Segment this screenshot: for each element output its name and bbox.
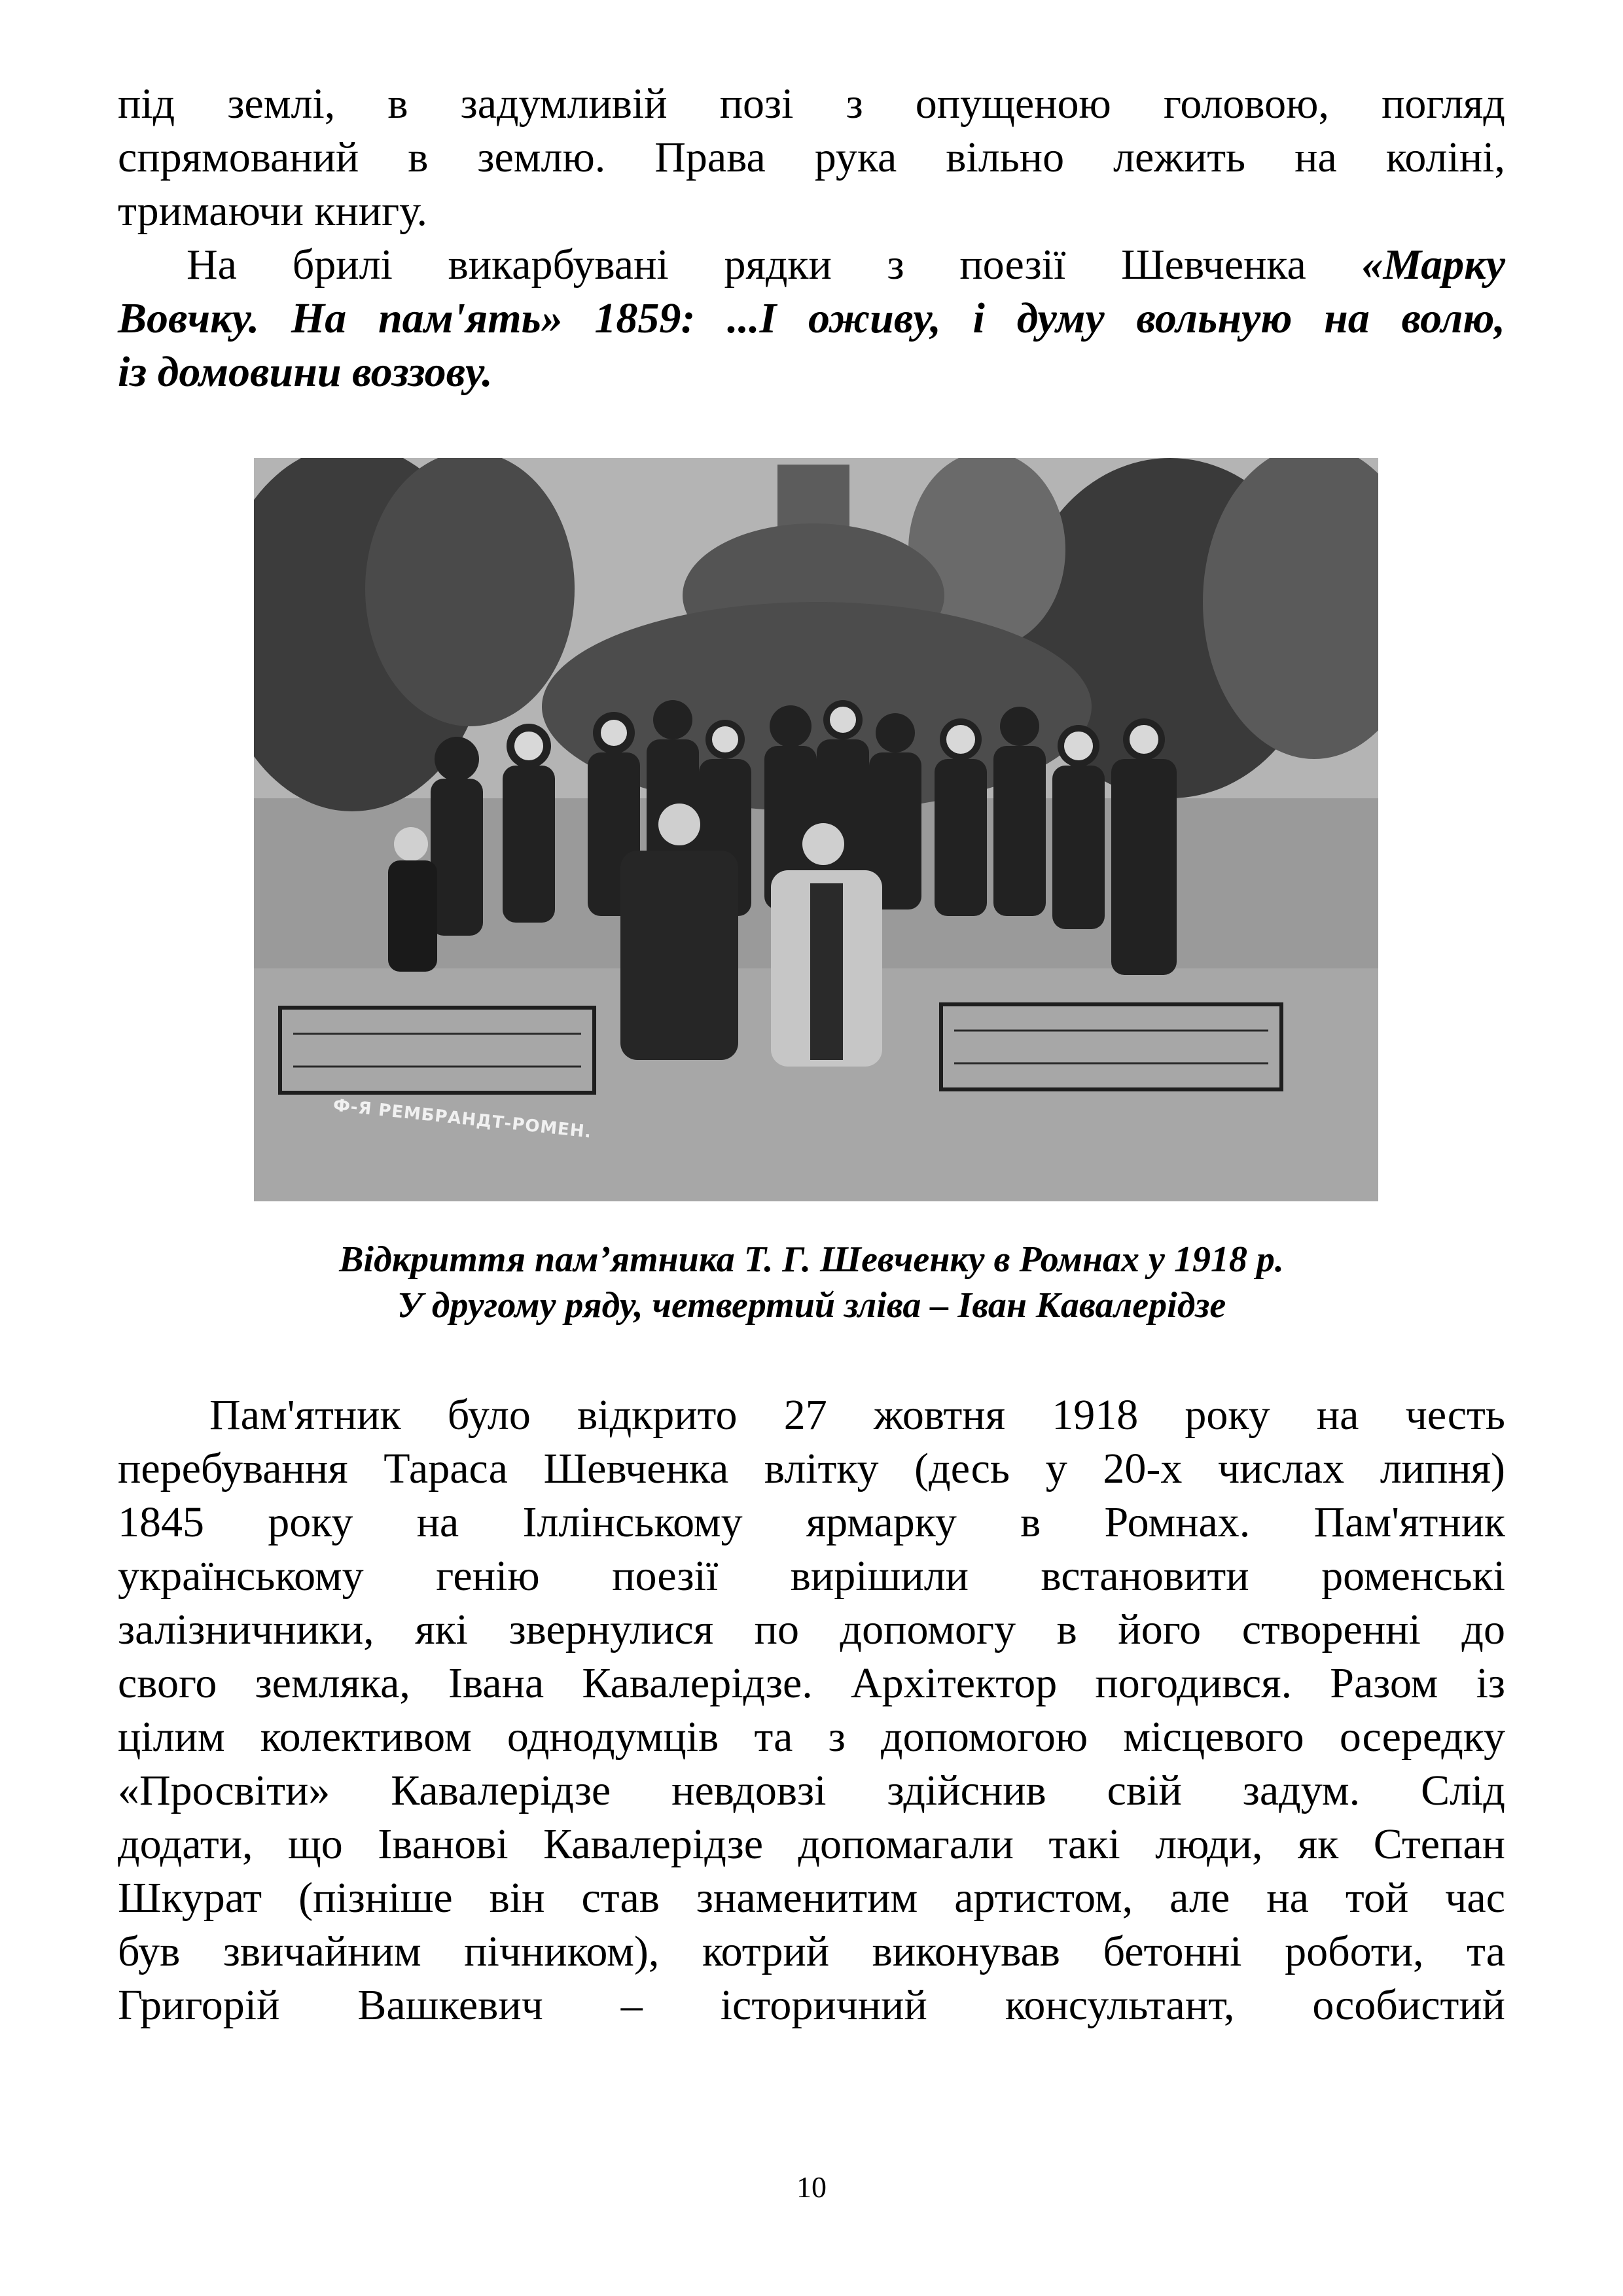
text-line: тримаючи книгу. [118, 187, 428, 235]
text-line: під землі, в задумливій позі з опущеною головою, погляд [118, 80, 1505, 128]
poem-quote-line: із домовини воззову. [118, 348, 493, 396]
text-line: свого земляка, Івана Кавалерідзе. Архітектор погодився. Разом із [118, 1659, 1505, 1707]
paragraph-2-intro: На брилі викарбувані рядки з поезії Шевченка [187, 241, 1362, 289]
page-number: 10 [796, 2170, 827, 2204]
text-line [118, 238, 1505, 292]
figure-caption-line-2: У другому ряду, четвертий зліва – Іван Кавалерідзе [397, 1285, 1226, 1326]
text-line: цілим колективом однодумців та з допомогою місцевого осередку [118, 1713, 1505, 1761]
text-line: Пам'ятник було відкрито 27 жовтня 1918 року на честь [209, 1391, 1505, 1439]
historical-photo [254, 458, 1378, 1201]
photo-illustration [254, 458, 1378, 1201]
poem-title-start: «Марку [1361, 241, 1505, 289]
text-line: залізничники, які звернулися по допомогу в його створенні до [118, 1606, 1505, 1653]
paragraph-3 [118, 1388, 1505, 2032]
paragraph-1 [118, 77, 1505, 238]
text-line: українському генію поезії вирішили встановити роменські [118, 1552, 1505, 1600]
text-line: додати, що Іванові Кавалерідзе допомагали такі люди, як Степан [118, 1820, 1505, 1868]
paragraph-2 [118, 238, 1505, 399]
poem-quote-line: Вовчку. На пам'ять» 1859: ...І оживу, і думу вольную на волю, [118, 294, 1505, 342]
text-line: «Просвіти» Кавалерідзе невдовзі здійснив свій задум. Слід [118, 1767, 1505, 1814]
figure-caption-line-1: Відкриття пам’ятника Т. Г. Шевченку в Ромнах у 1918 р. [339, 1239, 1284, 1280]
text-line: Григорій Вашкевич – історичний консультант, особистий [118, 1981, 1505, 2029]
text-line: 1845 року на Іллінському ярмарку в Ромнах. Пам'ятник [118, 1498, 1505, 1546]
photo-studio-stamp: Ф-Я РЕМБРАНДТ-РОМЕН. [332, 1095, 593, 1142]
text-line: був звичайним пічником), котрий виконував бетонні роботи, та [118, 1928, 1505, 1975]
text-line: спрямований в землю. Права рука вільно лежить на коліні, [118, 133, 1505, 181]
text-line: Шкурат (пізніше він став знаменитим артистом, але на той час [118, 1874, 1505, 1922]
text-line: перебування Тараса Шевченка влітку (десь у 20-х числах липня) [118, 1445, 1505, 1492]
